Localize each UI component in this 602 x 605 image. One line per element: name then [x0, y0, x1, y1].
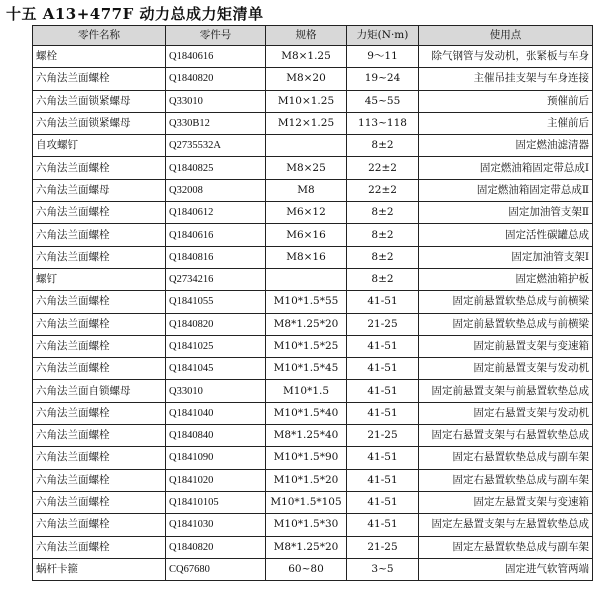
cell-part-name: 螺栓 [33, 46, 166, 68]
cell-spec: M6×16 [266, 224, 347, 246]
cell-part-number: Q1840820 [166, 536, 266, 558]
cell-part-name: 螺钉 [33, 268, 166, 290]
table-row [33, 202, 593, 224]
cell-usage: 主催前后 [419, 112, 593, 134]
cell-part-number: Q1841045 [166, 358, 266, 380]
cell-part-name: 六角法兰面螺栓 [33, 291, 166, 313]
table-row [33, 135, 593, 157]
table-row [33, 425, 593, 447]
cell-torque: 21-25 [347, 313, 419, 335]
cell-part-name: 六角法兰面螺栓 [33, 469, 166, 491]
cell-part-name: 六角法兰面锁紧螺母 [33, 112, 166, 134]
cell-usage: 固定燃油箱固定带总成Ⅰ [419, 157, 593, 179]
cell-part-number: Q1840616 [166, 224, 266, 246]
cell-torque: 41-51 [347, 358, 419, 380]
cell-part-number: Q1841025 [166, 335, 266, 357]
cell-spec: M10×1.25 [266, 90, 347, 112]
cell-spec: M6×12 [266, 202, 347, 224]
cell-usage: 固定活性碳罐总成 [419, 224, 593, 246]
cell-torque: 41-51 [347, 469, 419, 491]
cell-part-name: 六角法兰面自锁螺母 [33, 380, 166, 402]
table-row [33, 157, 593, 179]
cell-spec: M8 [266, 179, 347, 201]
cell-part-name: 六角法兰面螺栓 [33, 425, 166, 447]
cell-torque: 41-51 [347, 447, 419, 469]
cell-spec: M8*1.25*20 [266, 536, 347, 558]
cell-part-name: 六角法兰面螺栓 [33, 246, 166, 268]
header-part-name: 零件名称 [33, 26, 166, 46]
cell-part-number: Q33010 [166, 90, 266, 112]
cell-spec: M8×16 [266, 246, 347, 268]
table-row [33, 90, 593, 112]
table-row [33, 291, 593, 313]
cell-usage: 固定前悬置支架与发动机 [419, 358, 593, 380]
cell-usage: 主催吊挂支架与车身连接 [419, 68, 593, 90]
cell-torque: 21-25 [347, 536, 419, 558]
header-spec: 规格 [266, 26, 347, 46]
cell-usage: 固定加油管支架Ⅱ [419, 202, 593, 224]
cell-torque: 8±2 [347, 202, 419, 224]
cell-spec: M8×1.25 [266, 46, 347, 68]
cell-part-name: 六角法兰面螺栓 [33, 514, 166, 536]
cell-part-number: Q1840612 [166, 202, 266, 224]
cell-spec: M10*1.5*20 [266, 469, 347, 491]
cell-torque: 22±2 [347, 157, 419, 179]
cell-part-number: Q1840820 [166, 68, 266, 90]
header-torque: 力矩(N·m) [347, 26, 419, 46]
cell-part-name: 六角法兰面螺栓 [33, 491, 166, 513]
cell-part-number: Q1840616 [166, 46, 266, 68]
cell-usage: 固定前悬置支架与变速箱 [419, 335, 593, 357]
cell-usage: 固定右悬置软垫总成与副车架 [419, 469, 593, 491]
cell-part-name: 六角法兰面锁紧螺母 [33, 90, 166, 112]
table-row [33, 358, 593, 380]
cell-part-number: Q1841090 [166, 447, 266, 469]
cell-spec: M10*1.5 [266, 380, 347, 402]
cell-torque: 41-51 [347, 491, 419, 513]
cell-part-name: 蜗杆卡箍 [33, 558, 166, 580]
table-row [33, 335, 593, 357]
table-header-row [33, 26, 593, 46]
cell-part-name: 六角法兰面螺母 [33, 179, 166, 201]
cell-part-name: 六角法兰面螺栓 [33, 358, 166, 380]
cell-usage: 固定燃油箱固定带总成Ⅱ [419, 179, 593, 201]
cell-usage: 固定前悬置支架与前悬置软垫总成 [419, 380, 593, 402]
cell-spec: M8*1.25*40 [266, 425, 347, 447]
cell-torque: 22±2 [347, 179, 419, 201]
table-row [33, 536, 593, 558]
cell-spec [266, 268, 347, 290]
cell-torque: 8±2 [347, 135, 419, 157]
cell-part-number: CQ67680 [166, 558, 266, 580]
cell-usage: 除气钢管与发动机，张紧板与车身 [419, 46, 593, 68]
cell-torque: 41-51 [347, 514, 419, 536]
cell-torque: 41-51 [347, 291, 419, 313]
cell-part-name: 六角法兰面螺栓 [33, 335, 166, 357]
cell-part-number: Q1841030 [166, 514, 266, 536]
cell-part-name: 六角法兰面螺栓 [33, 447, 166, 469]
table-row [33, 46, 593, 68]
cell-torque: 41-51 [347, 335, 419, 357]
document-title: 十五 A13+477F 动力总成力矩清单 [6, 5, 264, 23]
cell-part-number: Q1841040 [166, 402, 266, 424]
cell-torque: 3~5 [347, 558, 419, 580]
table-row [33, 112, 593, 134]
cell-part-number: Q1841055 [166, 291, 266, 313]
cell-spec: M10*1.5*55 [266, 291, 347, 313]
table-body [33, 46, 593, 581]
cell-usage: 固定前悬置软垫总成与前横梁 [419, 313, 593, 335]
cell-spec: M10*1.5*90 [266, 447, 347, 469]
cell-spec: M10*1.5*45 [266, 358, 347, 380]
cell-torque: 45~55 [347, 90, 419, 112]
cell-part-number: Q2735532A [166, 135, 266, 157]
cell-usage: 固定右悬置支架与右悬置软垫总成 [419, 425, 593, 447]
header-usage: 使用点 [419, 26, 593, 46]
cell-usage: 固定燃油滤清器 [419, 135, 593, 157]
table-row [33, 268, 593, 290]
cell-spec: M8*1.25*20 [266, 313, 347, 335]
table-row [33, 224, 593, 246]
cell-part-name: 六角法兰面螺栓 [33, 202, 166, 224]
cell-torque: 8±2 [347, 268, 419, 290]
cell-part-number: Q2734216 [166, 268, 266, 290]
cell-part-number: Q1840825 [166, 157, 266, 179]
cell-spec: M10*1.5*40 [266, 402, 347, 424]
cell-spec [266, 135, 347, 157]
cell-spec: 60~80 [266, 558, 347, 580]
cell-usage: 固定燃油箱护板 [419, 268, 593, 290]
cell-torque: 8±2 [347, 246, 419, 268]
cell-part-name: 六角法兰面螺栓 [33, 157, 166, 179]
table-row [33, 179, 593, 201]
cell-spec: M10*1.5*30 [266, 514, 347, 536]
cell-part-name: 自攻螺钉 [33, 135, 166, 157]
cell-part-number: Q1840840 [166, 425, 266, 447]
cell-part-name: 六角法兰面螺栓 [33, 536, 166, 558]
table-row [33, 469, 593, 491]
cell-part-number: Q33010 [166, 380, 266, 402]
header-part-number: 零件号 [166, 26, 266, 46]
cell-torque: 21-25 [347, 425, 419, 447]
cell-spec: M8×20 [266, 68, 347, 90]
cell-usage: 固定右悬置软垫总成与副车架 [419, 447, 593, 469]
cell-usage: 固定左悬置支架与变速箱 [419, 491, 593, 513]
cell-part-name: 六角法兰面螺栓 [33, 402, 166, 424]
cell-torque: 8±2 [347, 224, 419, 246]
table-row [33, 313, 593, 335]
cell-usage: 固定左悬置支架与左悬置软垫总成 [419, 514, 593, 536]
cell-part-number: Q330B12 [166, 112, 266, 134]
table-row [33, 402, 593, 424]
table-row [33, 380, 593, 402]
cell-spec: M10*1.5*105 [266, 491, 347, 513]
cell-torque: 19~24 [347, 68, 419, 90]
torque-table [32, 25, 593, 581]
table-row [33, 246, 593, 268]
cell-part-name: 六角法兰面螺栓 [33, 313, 166, 335]
table-row [33, 514, 593, 536]
table-row [33, 491, 593, 513]
cell-usage: 固定左悬置软垫总成与副车架 [419, 536, 593, 558]
cell-spec: M10*1.5*25 [266, 335, 347, 357]
table-row [33, 558, 593, 580]
cell-part-name: 六角法兰面螺栓 [33, 68, 166, 90]
table-row [33, 68, 593, 90]
cell-torque: 41-51 [347, 380, 419, 402]
table-row [33, 447, 593, 469]
cell-part-number: Q1840820 [166, 313, 266, 335]
cell-usage: 固定进气软管两端 [419, 558, 593, 580]
cell-part-number: Q18410105 [166, 491, 266, 513]
cell-usage: 固定前悬置软垫总成与前横梁 [419, 291, 593, 313]
cell-usage: 固定右悬置支架与发动机 [419, 402, 593, 424]
cell-part-number: Q1841020 [166, 469, 266, 491]
cell-part-name: 六角法兰面螺栓 [33, 224, 166, 246]
cell-part-number: Q32008 [166, 179, 266, 201]
cell-spec: M8×25 [266, 157, 347, 179]
cell-spec: M12×1.25 [266, 112, 347, 134]
cell-usage: 固定加油管支架Ⅰ [419, 246, 593, 268]
cell-part-number: Q1840816 [166, 246, 266, 268]
cell-torque: 9～11 [347, 46, 419, 68]
cell-torque: 113~118 [347, 112, 419, 134]
cell-torque: 41-51 [347, 402, 419, 424]
cell-usage: 预催前后 [419, 90, 593, 112]
